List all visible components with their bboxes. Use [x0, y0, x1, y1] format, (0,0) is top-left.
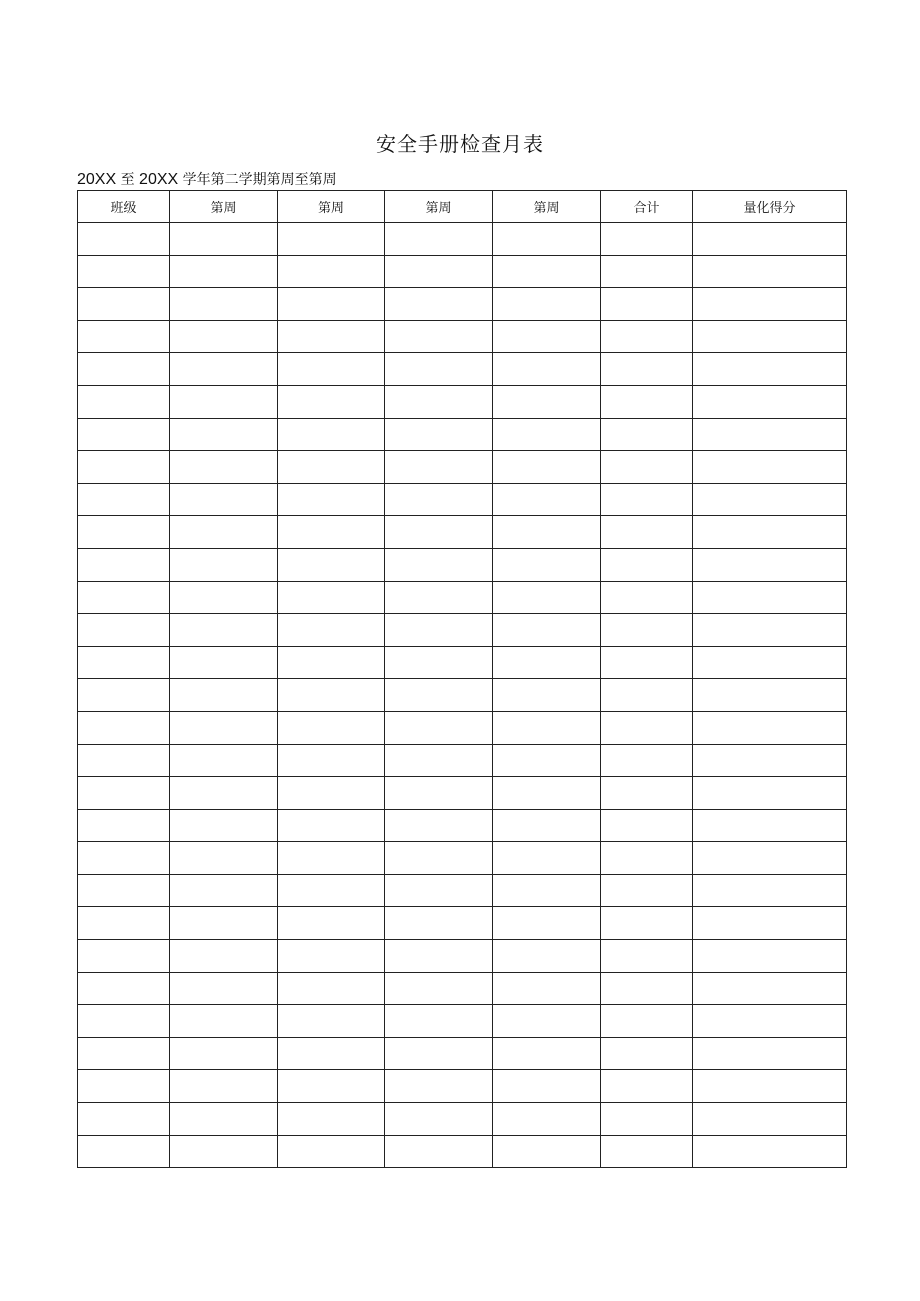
table-cell[interactable] [78, 1135, 170, 1168]
subtitle-to: 至 [120, 172, 135, 188]
table-row [78, 972, 847, 1005]
table-cell[interactable] [601, 711, 693, 744]
table-row [78, 483, 847, 516]
table-cell[interactable] [385, 385, 493, 418]
table-cell[interactable] [601, 744, 693, 777]
table-cell[interactable] [601, 646, 693, 679]
table-cell[interactable] [385, 483, 493, 516]
table-cell[interactable] [385, 1135, 493, 1168]
table-cell[interactable] [78, 548, 170, 581]
table-cell[interactable] [78, 223, 170, 256]
table-row [78, 288, 847, 321]
table-cell[interactable] [278, 711, 385, 744]
table-cell[interactable] [693, 1103, 847, 1136]
table-cell[interactable] [278, 483, 385, 516]
header-total: 合计 [601, 191, 693, 223]
table-cell[interactable] [693, 614, 847, 647]
table-cell[interactable] [170, 483, 278, 516]
table-cell[interactable] [385, 548, 493, 581]
table-cell[interactable] [693, 581, 847, 614]
table-cell[interactable] [170, 1037, 278, 1070]
table-cell[interactable] [78, 777, 170, 810]
table-cell[interactable] [693, 777, 847, 810]
table-row [78, 1103, 847, 1136]
table-row [78, 874, 847, 907]
table-cell[interactable] [278, 1103, 385, 1136]
table-row [78, 744, 847, 777]
table-cell[interactable] [170, 288, 278, 321]
table-cell[interactable] [601, 1070, 693, 1103]
table-cell[interactable] [278, 418, 385, 451]
table-cell[interactable] [693, 255, 847, 288]
table-cell[interactable] [278, 451, 385, 484]
table-cell[interactable] [493, 223, 601, 256]
table-cell[interactable] [493, 679, 601, 712]
table-row [78, 907, 847, 940]
table-cell[interactable] [170, 1135, 278, 1168]
table-cell[interactable] [493, 418, 601, 451]
table-row [78, 711, 847, 744]
table-row [78, 418, 847, 451]
table-cell[interactable] [601, 483, 693, 516]
table-cell[interactable] [278, 288, 385, 321]
header-week-1: 第周 [170, 191, 278, 223]
table-cell[interactable] [170, 320, 278, 353]
table-cell[interactable] [493, 1005, 601, 1038]
table-cell[interactable] [170, 842, 278, 875]
table-cell[interactable] [693, 744, 847, 777]
table-cell[interactable] [493, 940, 601, 973]
table-cell[interactable] [493, 320, 601, 353]
table-cell[interactable] [693, 548, 847, 581]
table-cell[interactable] [601, 679, 693, 712]
table-cell[interactable] [78, 1005, 170, 1038]
table-cell[interactable] [170, 809, 278, 842]
table-cell[interactable] [170, 223, 278, 256]
table-cell[interactable] [278, 1005, 385, 1038]
table-cell[interactable] [601, 1103, 693, 1136]
table-cell[interactable] [170, 907, 278, 940]
table-cell[interactable] [278, 744, 385, 777]
table-cell[interactable] [693, 1037, 847, 1070]
table-row [78, 548, 847, 581]
table-cell[interactable] [601, 874, 693, 907]
table-cell[interactable] [385, 646, 493, 679]
table-row [78, 679, 847, 712]
header-row [78, 191, 847, 223]
table-row [78, 1135, 847, 1168]
table-cell[interactable] [278, 385, 385, 418]
table-cell[interactable] [601, 809, 693, 842]
table-cell[interactable] [385, 1037, 493, 1070]
table-cell[interactable] [601, 614, 693, 647]
table-cell[interactable] [693, 1135, 847, 1168]
table-cell[interactable] [278, 1037, 385, 1070]
table-cell[interactable] [493, 809, 601, 842]
table-cell[interactable] [693, 809, 847, 842]
table-cell[interactable] [385, 320, 493, 353]
table-cell[interactable] [601, 353, 693, 386]
table-cell[interactable] [385, 874, 493, 907]
table-cell[interactable] [170, 418, 278, 451]
table-cell[interactable] [78, 320, 170, 353]
table-cell[interactable] [78, 516, 170, 549]
table-cell[interactable] [601, 581, 693, 614]
table-cell[interactable] [385, 418, 493, 451]
table-cell[interactable] [78, 614, 170, 647]
table-cell[interactable] [385, 288, 493, 321]
table-cell[interactable] [278, 1070, 385, 1103]
table-row [78, 451, 847, 484]
table-cell[interactable] [693, 842, 847, 875]
table-cell[interactable] [78, 646, 170, 679]
table-cell[interactable] [601, 548, 693, 581]
table-cell[interactable] [693, 907, 847, 940]
table-cell[interactable] [78, 972, 170, 1005]
table-cell[interactable] [601, 255, 693, 288]
header-week-3: 第周 [385, 191, 493, 223]
table-row [78, 223, 847, 256]
table-cell[interactable] [385, 679, 493, 712]
table-cell[interactable] [278, 548, 385, 581]
table-cell[interactable] [78, 1070, 170, 1103]
table-cell[interactable] [693, 320, 847, 353]
table-cell[interactable] [170, 940, 278, 973]
table-cell[interactable] [493, 744, 601, 777]
table-cell[interactable] [278, 516, 385, 549]
table-cell[interactable] [601, 288, 693, 321]
table-cell[interactable] [78, 679, 170, 712]
table-cell[interactable] [78, 385, 170, 418]
table-cell[interactable] [693, 223, 847, 256]
table-cell[interactable] [278, 874, 385, 907]
table-cell[interactable] [78, 940, 170, 973]
table-cell[interactable] [693, 385, 847, 418]
table-cell[interactable] [693, 353, 847, 386]
table-cell[interactable] [170, 679, 278, 712]
table-row [78, 777, 847, 810]
table-cell[interactable] [493, 1135, 601, 1168]
table-cell[interactable] [170, 385, 278, 418]
document-subtitle [77, 169, 337, 189]
table-cell[interactable] [493, 777, 601, 810]
table-cell[interactable] [78, 907, 170, 940]
table-cell[interactable] [170, 451, 278, 484]
table-cell[interactable] [601, 1005, 693, 1038]
table-cell[interactable] [693, 1005, 847, 1038]
table-cell[interactable] [693, 516, 847, 549]
header-week-2: 第周 [278, 191, 385, 223]
table-cell[interactable] [78, 842, 170, 875]
table-cell[interactable] [78, 353, 170, 386]
table-cell[interactable] [78, 809, 170, 842]
table-cell[interactable] [78, 288, 170, 321]
table-cell[interactable] [493, 646, 601, 679]
table-cell[interactable] [78, 1103, 170, 1136]
table-cell[interactable] [78, 418, 170, 451]
table-cell[interactable] [385, 451, 493, 484]
year-to: 20XX [139, 171, 179, 188]
table-cell[interactable] [278, 842, 385, 875]
table-cell[interactable] [170, 874, 278, 907]
table-cell[interactable] [278, 255, 385, 288]
table-cell[interactable] [601, 940, 693, 973]
table-cell[interactable] [278, 907, 385, 940]
table-cell[interactable] [78, 874, 170, 907]
table-cell[interactable] [170, 614, 278, 647]
table-cell[interactable] [493, 385, 601, 418]
table-cell[interactable] [493, 548, 601, 581]
table-row [78, 255, 847, 288]
table-cell[interactable] [493, 907, 601, 940]
table-cell[interactable] [493, 1103, 601, 1136]
table-cell[interactable] [601, 385, 693, 418]
table-cell[interactable] [601, 777, 693, 810]
table-cell[interactable] [601, 842, 693, 875]
table-cell[interactable] [170, 255, 278, 288]
table-cell[interactable] [385, 1103, 493, 1136]
table-cell[interactable] [693, 972, 847, 1005]
table-cell[interactable] [170, 581, 278, 614]
table-cell[interactable] [493, 353, 601, 386]
subtitle-rest: 学年第二学期第周至第周 [182, 172, 337, 188]
table-cell[interactable] [278, 809, 385, 842]
table-cell[interactable] [601, 1037, 693, 1070]
table-cell[interactable] [693, 679, 847, 712]
table-cell[interactable] [601, 907, 693, 940]
table-cell[interactable] [170, 744, 278, 777]
table-cell[interactable] [601, 223, 693, 256]
document-title: 安全手册检查月表 [376, 132, 544, 156]
table-cell[interactable] [170, 548, 278, 581]
table-cell[interactable] [493, 1037, 601, 1070]
table-cell[interactable] [693, 451, 847, 484]
year-from: 20XX [77, 171, 117, 188]
table-cell[interactable] [170, 711, 278, 744]
table-cell[interactable] [493, 1070, 601, 1103]
table-row [78, 842, 847, 875]
table-row [78, 1070, 847, 1103]
table-row [78, 1005, 847, 1038]
table-cell[interactable] [385, 777, 493, 810]
table-cell[interactable] [170, 972, 278, 1005]
table-cell[interactable] [278, 940, 385, 973]
table-cell[interactable] [278, 353, 385, 386]
table-cell[interactable] [693, 418, 847, 451]
table-cell[interactable] [693, 288, 847, 321]
table-cell[interactable] [78, 1037, 170, 1070]
table-row [78, 516, 847, 549]
table-cell[interactable] [493, 711, 601, 744]
table-cell[interactable] [385, 581, 493, 614]
table-cell[interactable] [493, 255, 601, 288]
table-cell[interactable] [170, 516, 278, 549]
table-cell[interactable] [493, 874, 601, 907]
table-cell[interactable] [493, 483, 601, 516]
table-cell[interactable] [385, 1005, 493, 1038]
header-week-4: 第周 [493, 191, 601, 223]
table-cell[interactable] [693, 1070, 847, 1103]
table-cell[interactable] [170, 1070, 278, 1103]
table-row [78, 614, 847, 647]
table-cell[interactable] [278, 614, 385, 647]
table-cell[interactable] [78, 451, 170, 484]
table-cell[interactable] [385, 744, 493, 777]
table-cell[interactable] [493, 288, 601, 321]
table-cell[interactable] [493, 581, 601, 614]
table-cell[interactable] [170, 777, 278, 810]
table-cell[interactable] [170, 353, 278, 386]
table-cell[interactable] [601, 972, 693, 1005]
table-cell[interactable] [278, 777, 385, 810]
table-cell[interactable] [693, 940, 847, 973]
table-cell[interactable] [385, 907, 493, 940]
table-cell[interactable] [78, 744, 170, 777]
table-row [78, 1037, 847, 1070]
table-cell[interactable] [170, 646, 278, 679]
header-score: 量化得分 [693, 191, 847, 223]
table-cell[interactable] [493, 972, 601, 1005]
table-cell[interactable] [601, 451, 693, 484]
table-row [78, 320, 847, 353]
table-cell[interactable] [278, 646, 385, 679]
table-cell[interactable] [601, 418, 693, 451]
table-cell[interactable] [693, 646, 847, 679]
table-cell[interactable] [385, 809, 493, 842]
table-row [78, 809, 847, 842]
table-cell[interactable] [385, 353, 493, 386]
table-cell[interactable] [693, 711, 847, 744]
table-cell[interactable] [385, 711, 493, 744]
table-cell[interactable] [78, 483, 170, 516]
table-cell[interactable] [385, 972, 493, 1005]
table-cell[interactable] [78, 711, 170, 744]
table-cell[interactable] [601, 320, 693, 353]
table-row [78, 353, 847, 386]
table-cell[interactable] [601, 516, 693, 549]
table-cell[interactable] [278, 581, 385, 614]
table-cell[interactable] [385, 223, 493, 256]
table-cell[interactable] [493, 614, 601, 647]
table-cell[interactable] [385, 940, 493, 973]
table-cell[interactable] [693, 483, 847, 516]
table-cell[interactable] [278, 679, 385, 712]
table-cell[interactable] [385, 842, 493, 875]
table-cell[interactable] [170, 1005, 278, 1038]
table-cell[interactable] [278, 1135, 385, 1168]
table-row [78, 385, 847, 418]
table-cell[interactable] [278, 320, 385, 353]
table-cell[interactable] [385, 255, 493, 288]
table-cell[interactable] [278, 972, 385, 1005]
header-class: 班级 [78, 191, 170, 223]
table-cell[interactable] [385, 614, 493, 647]
table-cell[interactable] [493, 451, 601, 484]
table-cell[interactable] [78, 581, 170, 614]
table-row [78, 646, 847, 679]
table-cell[interactable] [385, 1070, 493, 1103]
table-cell[interactable] [493, 516, 601, 549]
table-cell[interactable] [278, 223, 385, 256]
table-cell[interactable] [170, 1103, 278, 1136]
table-body [78, 223, 847, 1168]
table-cell[interactable] [601, 1135, 693, 1168]
table-cell[interactable] [385, 516, 493, 549]
table-cell[interactable] [78, 255, 170, 288]
table-cell[interactable] [493, 842, 601, 875]
inspection-table [77, 190, 847, 1168]
table-cell[interactable] [693, 874, 847, 907]
table-row [78, 581, 847, 614]
table-row [78, 940, 847, 973]
